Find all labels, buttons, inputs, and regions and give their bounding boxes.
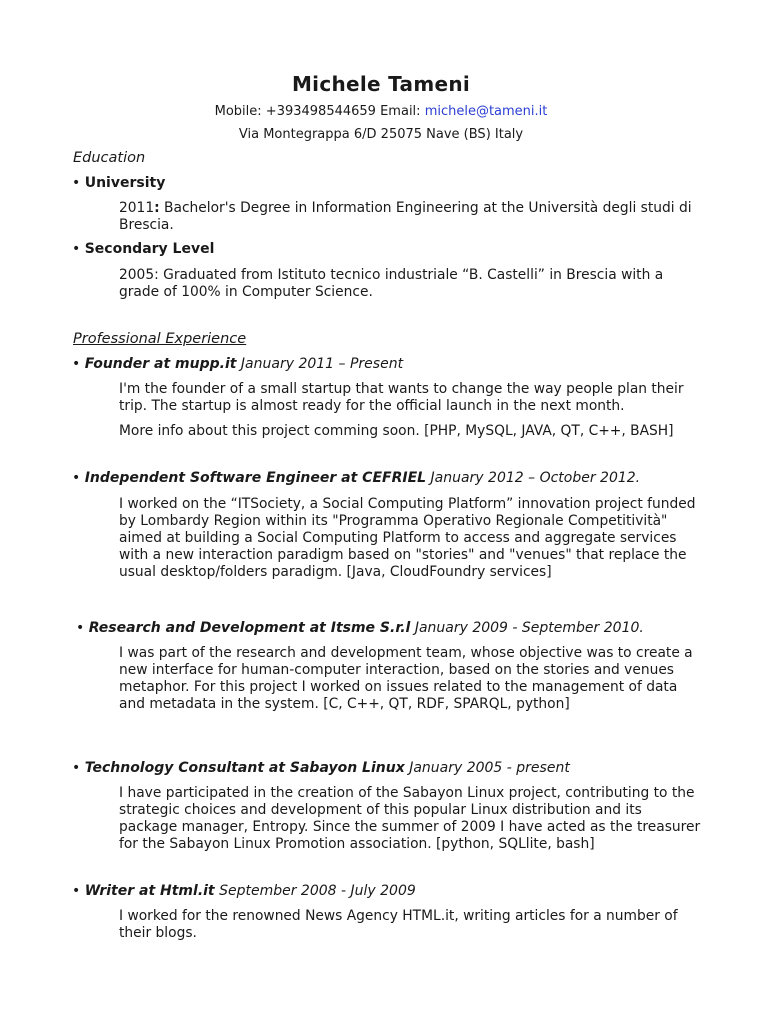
bullet: • xyxy=(72,241,81,257)
job-description xyxy=(119,381,704,440)
education-description xyxy=(119,200,704,234)
mobile-number: +393498544659 xyxy=(265,104,376,119)
mobile-label: Mobile: xyxy=(214,104,262,119)
education-text: 2005: Graduated from Istituto tecnico industriale “B. Castelli” in Brescia with a grade of 100% in Computer Science. xyxy=(119,267,664,300)
year-separator: : xyxy=(154,200,160,216)
education-heading: Education xyxy=(73,150,146,166)
job-title-line xyxy=(72,356,403,372)
job-title-line xyxy=(72,470,640,486)
bullet: • xyxy=(72,356,81,372)
job-dates: January 2012 – October 2012. xyxy=(430,470,641,486)
job-dates: September 2008 - July 2009 xyxy=(219,883,416,899)
job-dates: January 2011 – Present xyxy=(240,356,404,372)
bullet: • xyxy=(72,175,81,191)
resume-name: Michele Tameni xyxy=(291,72,471,96)
education-year: 2011 xyxy=(119,200,155,216)
education-title: University xyxy=(84,175,166,191)
job-description xyxy=(119,908,704,942)
education-description xyxy=(119,267,704,301)
education-title: Secondary Level xyxy=(84,241,215,257)
job-dates: January 2009 - September 2010. xyxy=(414,620,644,636)
job-description xyxy=(119,496,704,581)
email-label: Email: xyxy=(380,104,421,119)
job-role: Independent Software Engineer at CEFRIEL xyxy=(84,470,427,486)
bullet: • xyxy=(72,760,81,776)
email-link[interactable]: michele@tameni.it xyxy=(424,104,548,119)
bullet: • xyxy=(76,620,85,636)
job-paragraph: More info about this project comming soon. [PHP, MySQL, JAVA, QT, C++, BASH] xyxy=(119,423,674,439)
job-role: Writer at Html.it xyxy=(84,883,215,899)
contact-line xyxy=(0,104,762,119)
education-text: Bachelor's Degree in Information Engineering at the Università degli studi di Brescia. xyxy=(119,200,692,233)
education-item-university xyxy=(72,175,165,191)
bullet: • xyxy=(72,470,81,486)
job-dates: January 2005 - present xyxy=(409,760,570,776)
job-paragraph: I worked on the “ITSociety, a Social Computing Platform” innovation project funded by Lombardy Region within its "Programma Operativo Regionale Competitività" aimed at building a Social Computing Platform to access and aggregate services with a new interaction paradigm based on "stories" and "venues" that replace the usual desktop/folders paradigm. [Java, CloudFoundry services] xyxy=(119,496,696,580)
job-description xyxy=(119,785,704,853)
job-role: Research and Development at Itsme S.r.l xyxy=(88,620,411,636)
bullet: • xyxy=(72,883,81,899)
job-paragraph: I was part of the research and development team, whose objective was to create a new interface for human-computer interaction, based on the stories and venues metaphor. For this project I worked on issues related to the management of data and metadata in the system. [C, C++, QT, RDF, SPARQL, python] xyxy=(119,645,693,712)
address: Via Montegrappa 6/D 25075 Nave (BS) Italy xyxy=(238,127,524,142)
job-paragraph: I have participated in the creation of the Sabayon Linux project, contributing to the strategic choices and development of this popular Linux distribution and its package manager, Entropy. Since the summer of 2009 I have acted as the treasurer for the Sabayon Linux Promotion association. [python, SQLlite, bash] xyxy=(119,785,701,852)
job-title-line xyxy=(76,620,644,636)
education-item-secondary xyxy=(72,241,214,257)
job-role: Founder at mupp.it xyxy=(84,356,237,372)
experience-heading: Professional Experience xyxy=(73,331,247,347)
job-title-line xyxy=(72,760,570,776)
job-paragraph: I worked for the renowned News Agency HTML.it, writing articles for a number of their blogs. xyxy=(119,908,678,941)
job-role: Technology Consultant at Sabayon Linux xyxy=(84,760,405,776)
job-title-line xyxy=(72,883,416,899)
job-paragraph: I'm the founder of a small startup that wants to change the way people plan their trip. The startup is almost ready for the official launch in the next month. xyxy=(119,381,684,414)
job-description xyxy=(119,645,704,713)
